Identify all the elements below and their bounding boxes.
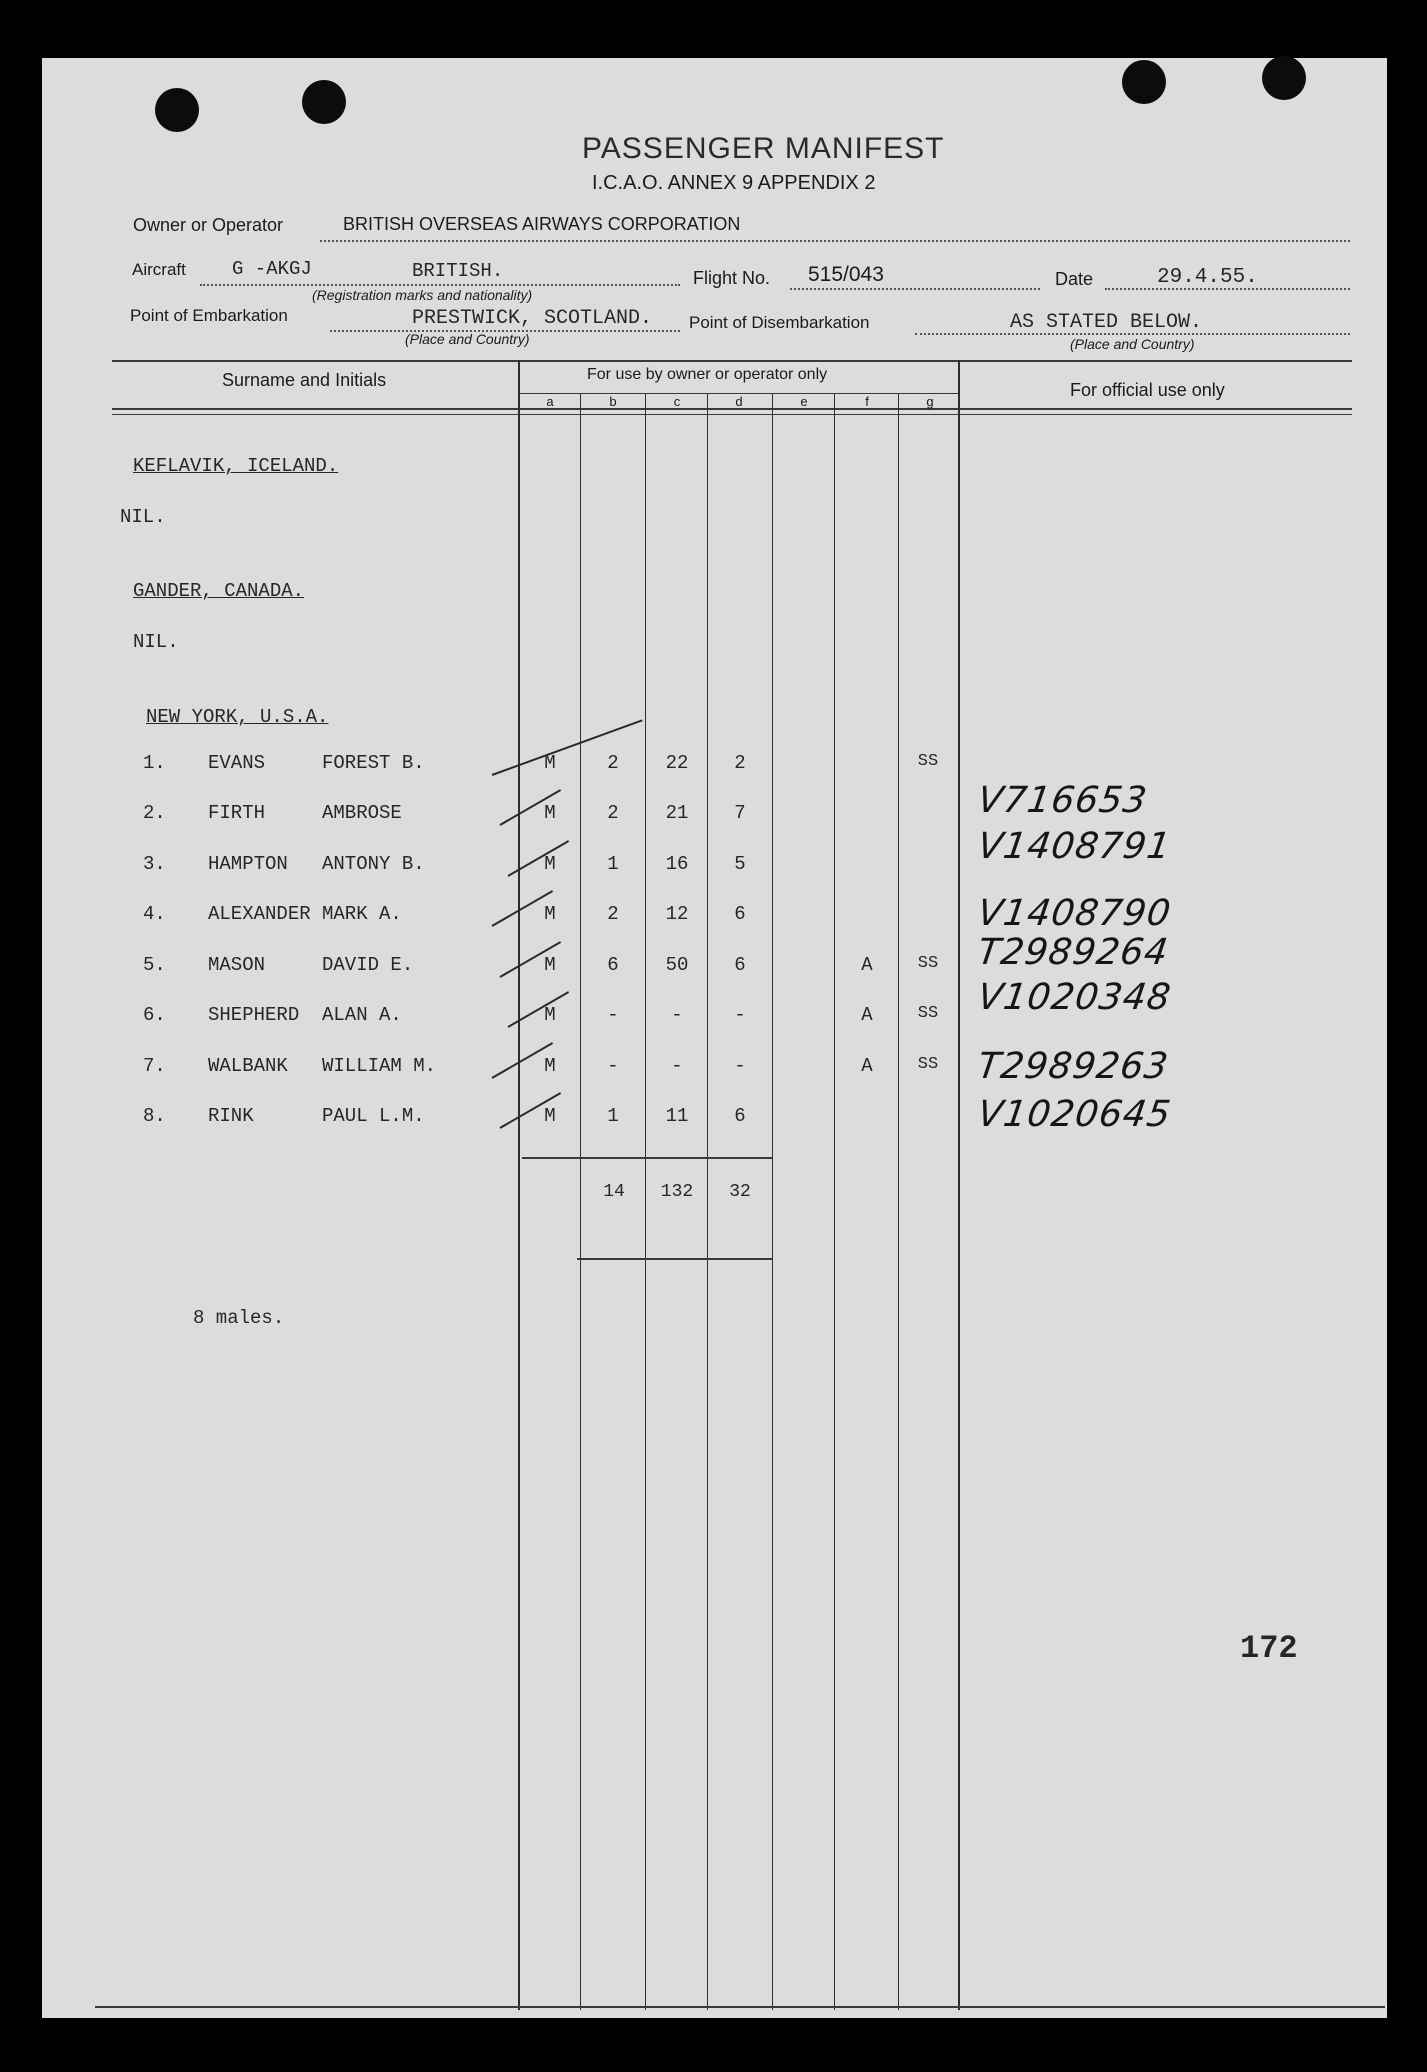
col-header-a: a bbox=[546, 394, 554, 409]
row-official-number: V716653 bbox=[975, 780, 1150, 821]
aircraft-label: Aircraft bbox=[132, 260, 186, 279]
row-col-d: 7 bbox=[734, 802, 746, 824]
owner-value: BRITISH OVERSEAS AIRWAYS CORPORATION bbox=[343, 214, 741, 234]
row-given: DAVID E. bbox=[322, 954, 414, 976]
embark-value: PRESTWICK, SCOTLAND. bbox=[412, 307, 653, 330]
row-official-number: V1408790 bbox=[975, 893, 1174, 934]
row-col-b: 1 bbox=[607, 853, 619, 875]
row-surname: RINK bbox=[208, 1105, 254, 1127]
row-col-d: 6 bbox=[734, 1105, 746, 1127]
row-col-b: - bbox=[607, 1055, 619, 1077]
row-given: WILLIAM M. bbox=[322, 1055, 437, 1077]
row-col-d: 6 bbox=[734, 903, 746, 925]
row-col-d: - bbox=[734, 1055, 746, 1077]
row-surname: EVANS bbox=[208, 752, 266, 774]
page-number: 172 bbox=[1240, 1630, 1298, 1667]
row-col-c: 22 bbox=[665, 752, 689, 774]
embark-note: (Place and Country) bbox=[405, 331, 530, 347]
row-number: 1. bbox=[143, 752, 166, 774]
col-header-g: g bbox=[926, 394, 934, 409]
row-surname: FIRTH bbox=[208, 802, 266, 824]
total-c: 132 bbox=[660, 1182, 694, 1202]
col-header-f: f bbox=[865, 394, 869, 409]
row-col-c: 21 bbox=[665, 802, 689, 824]
row-col-a: M bbox=[544, 903, 556, 925]
row-col-a: M bbox=[544, 1055, 556, 1077]
row-col-d: 5 bbox=[734, 853, 746, 875]
flight-label: Flight No. bbox=[693, 268, 771, 288]
row-col-f: A bbox=[861, 954, 873, 976]
form-subtitle: I.C.A.O. ANNEX 9 APPENDIX 2 bbox=[592, 172, 876, 194]
row-given: ANTONY B. bbox=[322, 853, 425, 875]
col-header-b: b bbox=[609, 394, 617, 409]
row-given: ALAN A. bbox=[322, 1004, 402, 1026]
row-number: 3. bbox=[143, 853, 166, 875]
row-col-g: SS bbox=[917, 1055, 939, 1074]
header-owner-use: For use by owner or operator only bbox=[587, 366, 828, 383]
aircraft-reg: G -AKGJ bbox=[232, 258, 312, 280]
disembark-value: AS STATED BELOW. bbox=[1010, 311, 1203, 334]
row-surname: MASON bbox=[208, 954, 266, 976]
punch-hole bbox=[155, 88, 199, 132]
disembark-note: (Place and Country) bbox=[1070, 336, 1195, 352]
bottom-rule bbox=[95, 2006, 1385, 2008]
row-col-c: 50 bbox=[665, 954, 689, 976]
header-surname: Surname and Initials bbox=[222, 370, 387, 390]
section-keflavik: KEFLAVIK, ICELAND. bbox=[133, 455, 339, 477]
row-official-number: V1408791 bbox=[975, 826, 1174, 867]
row-col-b: 1 bbox=[607, 1105, 619, 1127]
row-surname: SHEPHERD bbox=[208, 1004, 300, 1026]
row-col-g: SS bbox=[917, 752, 939, 771]
row-number: 2. bbox=[143, 802, 166, 824]
col-header-e: e bbox=[800, 394, 808, 409]
disembark-label: Point of Disembarkation bbox=[689, 313, 870, 332]
row-col-b: 2 bbox=[607, 903, 619, 925]
total-d: 32 bbox=[729, 1182, 751, 1202]
row-col-b: 2 bbox=[607, 752, 619, 774]
col-header-c: c bbox=[673, 394, 681, 409]
row-number: 8. bbox=[143, 1105, 166, 1127]
row-surname: WALBANK bbox=[208, 1055, 288, 1077]
row-given: MARK A. bbox=[322, 903, 402, 925]
row-col-b: 6 bbox=[607, 954, 619, 976]
header-official-use: For official use only bbox=[1070, 380, 1225, 400]
row-col-f: A bbox=[861, 1055, 873, 1077]
row-given: AMBROSE bbox=[322, 802, 402, 824]
flight-value: 515/043 bbox=[808, 263, 884, 286]
row-col-g: SS bbox=[917, 1004, 939, 1023]
row-number: 6. bbox=[143, 1004, 166, 1026]
punch-hole bbox=[1262, 56, 1306, 100]
row-given: PAUL L.M. bbox=[322, 1105, 425, 1127]
section-gander: GANDER, CANADA. bbox=[133, 580, 305, 602]
row-given: FOREST B. bbox=[322, 752, 425, 774]
row-number: 4. bbox=[143, 903, 166, 925]
row-col-d: 2 bbox=[734, 752, 746, 774]
row-col-a: M bbox=[544, 853, 556, 875]
embark-label: Point of Embarkation bbox=[130, 306, 288, 325]
owner-label: Owner or Operator bbox=[133, 215, 284, 235]
section-keflavik-note: NIL. bbox=[120, 506, 166, 528]
col-header-d: d bbox=[735, 394, 743, 409]
punch-hole bbox=[302, 80, 346, 124]
row-col-c: 11 bbox=[665, 1105, 689, 1127]
row-col-g: SS bbox=[917, 954, 939, 973]
row-surname: ALEXANDER bbox=[208, 903, 311, 925]
row-col-a: M bbox=[544, 802, 556, 824]
row-col-b: 2 bbox=[607, 802, 619, 824]
row-col-a: M bbox=[544, 1105, 556, 1127]
row-number: 7. bbox=[143, 1055, 166, 1077]
row-col-f: A bbox=[861, 1004, 873, 1026]
section-new-york: NEW YORK, U.S.A. bbox=[146, 706, 329, 728]
row-col-c: - bbox=[671, 1055, 683, 1077]
row-col-d: - bbox=[734, 1004, 746, 1026]
date-value: 29.4.55. bbox=[1157, 266, 1258, 289]
row-col-c: 16 bbox=[665, 853, 689, 875]
summary-males: 8 males. bbox=[193, 1307, 285, 1329]
row-col-a: M bbox=[544, 954, 556, 976]
row-col-a: M bbox=[544, 1004, 556, 1026]
row-col-c: - bbox=[671, 1004, 683, 1026]
row-col-a: M bbox=[544, 752, 556, 774]
form-title: PASSENGER MANIFEST bbox=[582, 132, 945, 165]
row-official-number: T2989264 bbox=[975, 932, 1172, 973]
total-b: 14 bbox=[603, 1182, 625, 1202]
row-official-number: T2989263 bbox=[975, 1046, 1172, 1087]
row-col-b: - bbox=[607, 1004, 619, 1026]
punch-hole bbox=[1122, 60, 1166, 104]
row-official-number: V1020348 bbox=[975, 977, 1174, 1018]
row-number: 5. bbox=[143, 954, 166, 976]
aircraft-nationality: BRITISH. bbox=[412, 260, 504, 282]
row-col-d: 6 bbox=[734, 954, 746, 976]
manifest-page bbox=[42, 58, 1387, 2018]
row-surname: HAMPTON bbox=[208, 853, 288, 875]
row-col-c: 12 bbox=[665, 903, 689, 925]
date-label: Date bbox=[1055, 269, 1094, 289]
row-official-number: V1020645 bbox=[975, 1094, 1174, 1135]
section-gander-note: NIL. bbox=[133, 631, 179, 653]
aircraft-note: (Registration marks and nationality) bbox=[312, 287, 533, 303]
table-top-rule bbox=[112, 360, 1352, 362]
